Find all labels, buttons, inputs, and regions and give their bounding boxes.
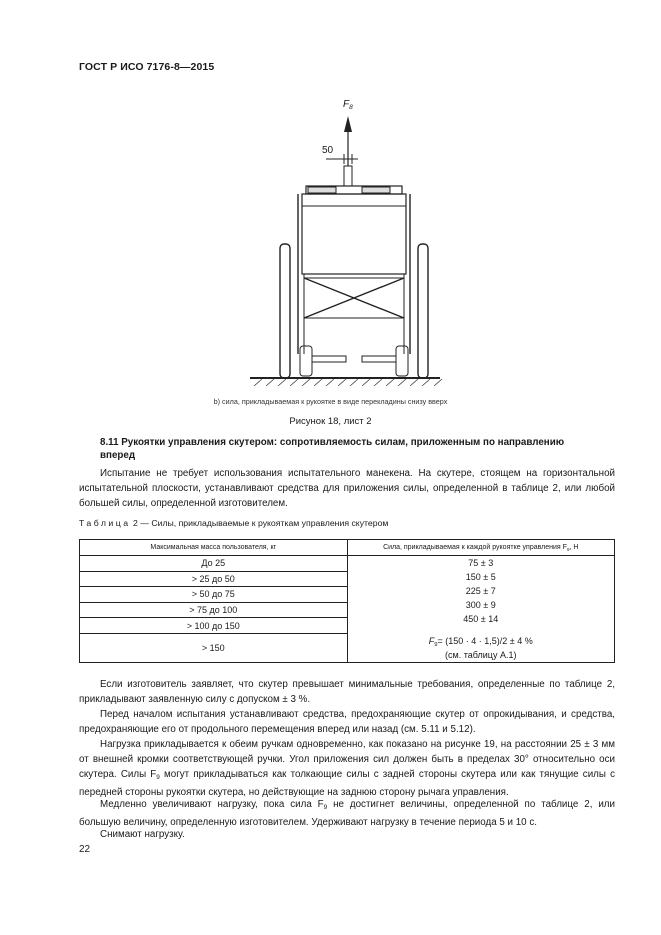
paragraph-5: Снимают нагрузку. <box>100 829 185 840</box>
paragraph-1: Если изготовитель заявляет, что скутер превышает минимальные требования, определенные по таблице 2, прикладывают заявленную силу с допуском ± 3 %. <box>79 679 615 705</box>
table-header-force: Сила, прикладываемая к каждой рукоятке управления $F_9$, Н <box>347 540 615 556</box>
mass-cell: > 150 <box>80 633 348 662</box>
figure-caption: Рисунок 18, лист 2 <box>289 416 372 427</box>
intro-paragraph: Испытание не требует использования испытательного манекена. На скутере, стоящем на горизонтальной испытательной плоскости, устанавливают средства для приложения силы, определенной в таблице 2, или любой большей силы, определенной изготовителем. <box>79 468 615 509</box>
mass-cell: > 50 до 75 <box>80 587 348 603</box>
table-title: Таблица 2 — Силы, прикладываемые к рукояткам управления скутером <box>79 518 389 528</box>
paragraph-3: Нагрузка прикладывается к обеим ручкам одновременно, как показано на рисунке 19, на расстоянии 25 ± 3 мм от внешней кромки соответствующей ручки. Угол приложения сил должен быть в пределах 30° относительно оси скутера. Силы $F_9$ могут прикладываться как толкающие силы с задней стороны скутера или как тянущие силы с передней стороны рукоятки скутера, но действующие на заднюю сторону рычага управления. <box>79 739 615 798</box>
left-footrest <box>312 356 346 362</box>
mass-cell: > 75 до 100 <box>80 602 348 618</box>
force-value: 450 ± 14 <box>463 614 499 624</box>
force-value: 75 ± 3 <box>468 558 494 568</box>
figure-wheelchair-drawing <box>240 96 450 386</box>
right-footrest <box>362 356 396 362</box>
paragraph-2: Перед началом испытания устанавливают средства, предохраняющие скутер от опрокидывания, и средства, предохраняющие его от продольного перемещения вперед или назад (см. 5.11 и 5.12). <box>79 709 615 735</box>
paragraph-4: Медленно увеличивают нагрузку, пока сила $F_9$ не достигнет величины, определенной по таблице 2, или большую величину, определенную изготовителем. Удерживают нагрузку в течение периода 5 и 10 с. <box>79 799 615 828</box>
force-cell <box>347 556 615 663</box>
page-number: 22 <box>79 844 91 855</box>
forces-table <box>79 539 615 663</box>
force-formula: $F_9= (150 \cdot 4 \cdot 1,5)/2 \pm 4$ % <box>428 636 533 648</box>
table-row <box>80 556 615 572</box>
force-arrow-head <box>344 116 352 132</box>
mass-cell: > 25 до 50 <box>80 571 348 587</box>
force-formula-note: (см. таблицу А.1) <box>445 650 517 660</box>
table-header-row <box>80 540 615 556</box>
document-header: ГОСТ Р ИСО 7176-8—2015 <box>79 61 215 73</box>
dimension-label: 50 <box>322 145 334 156</box>
force-value: 150 ± 5 <box>465 572 496 582</box>
mass-cell: > 100 до 150 <box>80 618 348 634</box>
mass-cell: До 25 <box>80 556 348 572</box>
force-value: 300 ± 9 <box>465 600 496 610</box>
force-label: $F_8$ <box>343 99 353 111</box>
section-title: 8.11 Рукоятки управления скутером: сопротивляемость силам, приложенным по направлению вперед <box>100 437 565 461</box>
figure-subcaption: b) сила, прикладываемая к рукоятке в виде перекладины снизу вверх <box>213 397 448 406</box>
right-wheel <box>418 244 428 378</box>
force-value: 225 ± 7 <box>465 586 496 596</box>
left-wheel <box>280 244 290 378</box>
wheelchair-diagram <box>240 96 450 386</box>
table-header-mass: Максимальная масса пользователя, кг <box>80 540 348 556</box>
